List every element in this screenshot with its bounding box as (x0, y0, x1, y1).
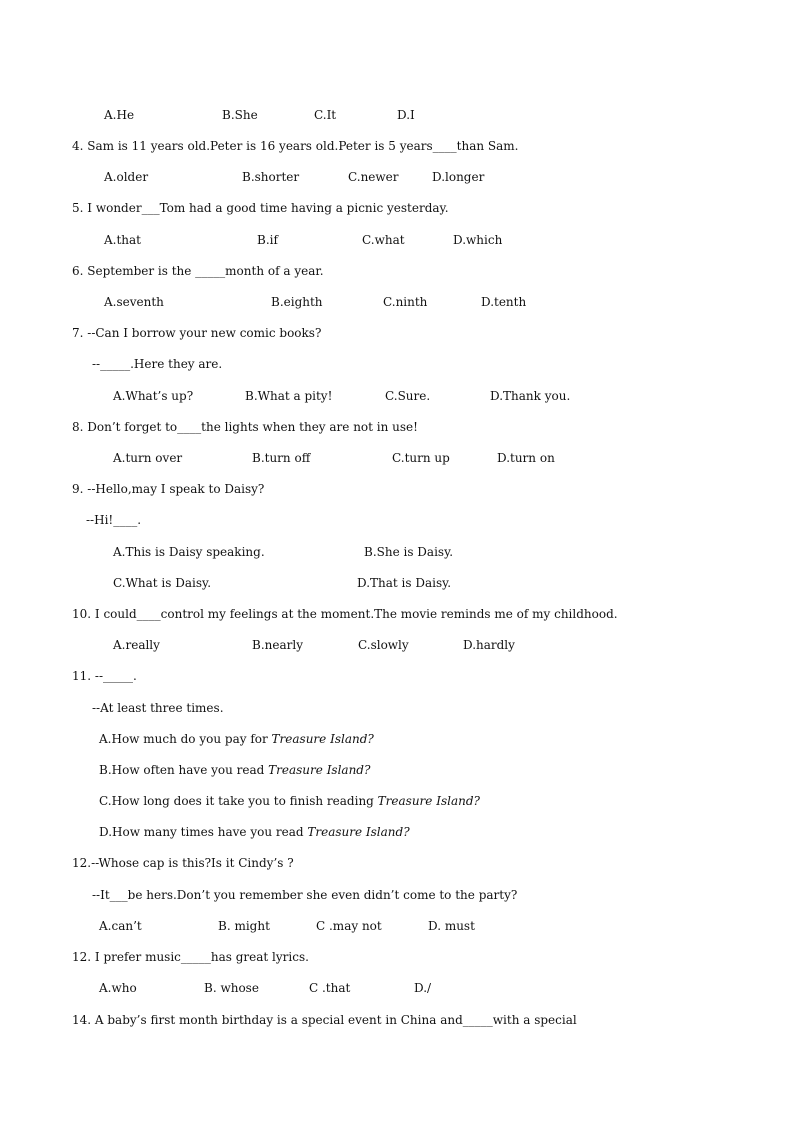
q4-option-b: B.shorter (242, 170, 300, 184)
q7-option-b: B.What a pity! (245, 389, 333, 403)
q5-stem: 5. I wonder___Tom had a good time having a picnic yesterday. (72, 201, 449, 215)
q11-option-c: C.How long does it take you to finish reading Treasure Island? (99, 794, 480, 808)
q9-option-b: B.She is Daisy. (364, 545, 454, 559)
q10-option-b: B.nearly (252, 638, 303, 652)
q3-option-b: B.She (222, 108, 258, 122)
q9-option-a: A.This is Daisy speaking. (113, 545, 265, 559)
q6-option-a: A.seventh (104, 295, 164, 309)
q7-option-c: C.Sure. (385, 389, 431, 403)
q4-option-d: D.longer (432, 170, 485, 184)
q3-option-d: D.I (397, 108, 415, 122)
q12b-option-d: D./ (414, 981, 432, 995)
q12a-option-d: D. must (428, 919, 475, 933)
q5-option-d: D.which (453, 233, 503, 247)
q12b-option-a: A.who (99, 981, 137, 995)
q3-option-c: C.It (314, 108, 337, 122)
q4-option-c: C.newer (348, 170, 399, 184)
q11-reply: --At least three times. (92, 701, 224, 715)
q10-stem: 10. I could____control my feelings at the moment.The movie reminds me of my childhood. (72, 607, 618, 621)
q9-option-d: D.That is Daisy. (357, 576, 452, 590)
q10-option-c: C.slowly (358, 638, 409, 652)
q3-option-a: A.He (104, 108, 135, 122)
q9-stem: 9. --Hello,may I speak to Daisy? (72, 482, 265, 496)
q7-stem: 7. --Can I borrow your new comic books? (72, 326, 322, 340)
q12a-reply: --It___be hers.Don’t you remember she even didn’t come to the party? (92, 888, 518, 902)
q6-stem: 6. September is the _____month of a year. (72, 264, 324, 278)
q5-option-b: B.if (257, 233, 278, 247)
q11-option-d-book-title: Treasure Island? (307, 825, 410, 839)
q14-stem: 14. A baby’s first month birthday is a special event in China and_____with a special (72, 1013, 577, 1027)
q9-option-c: C.What is Daisy. (113, 576, 212, 590)
q11-option-a-book-title: Treasure Island? (271, 732, 374, 746)
q5-option-a: A.that (104, 233, 142, 247)
q11-option-b-book-title: Treasure Island? (268, 763, 371, 777)
q12a-stem: 12.--Whose cap is this?Is it Cindy’s ? (72, 856, 294, 870)
q12b-stem: 12. I prefer music_____has great lyrics. (72, 950, 309, 964)
q6-option-c: C.ninth (383, 295, 428, 309)
q7-option-a: A.What’s up? (113, 389, 194, 403)
q8-option-d: D.turn on (497, 451, 555, 465)
q7-reply: --_____.Here they are. (92, 357, 223, 371)
q11-option-d: D.How many times have you read Treasure Island? (99, 825, 410, 839)
q10-option-a: A.really (113, 638, 160, 652)
q9-reply: --Hi!____. (86, 513, 142, 527)
q12b-option-c: C .that (309, 981, 351, 995)
q11-option-b: B.How often have you read Treasure Island? (99, 763, 371, 777)
q12a-option-a: A.can’t (99, 919, 142, 933)
q12a-option-c: C .may not (316, 919, 382, 933)
q7-option-d: D.Thank you. (490, 389, 571, 403)
q6-option-d: D.tenth (481, 295, 527, 309)
q6-option-b: B.eighth (271, 295, 323, 309)
q8-option-a: A.turn over (113, 451, 183, 465)
q4-stem: 4. Sam is 11 years old.Peter is 16 years old.Peter is 5 years____than Sam. (72, 139, 519, 153)
q12b-option-b: B. whose (204, 981, 259, 995)
q11-stem: 11. --_____. (72, 669, 137, 683)
q10-option-d: D.hardly (463, 638, 515, 652)
q8-option-b: B.turn off (252, 451, 311, 465)
q11-option-a: A.How much do you pay for Treasure Island? (99, 732, 374, 746)
q11-option-c-book-title: Treasure Island? (377, 794, 480, 808)
q8-stem: 8. Don’t forget to____the lights when they are not in use! (72, 420, 418, 434)
q4-option-a: A.older (104, 170, 149, 184)
q12a-option-b: B. might (218, 919, 270, 933)
q8-option-c: C.turn up (392, 451, 450, 465)
q5-option-c: C.what (362, 233, 405, 247)
